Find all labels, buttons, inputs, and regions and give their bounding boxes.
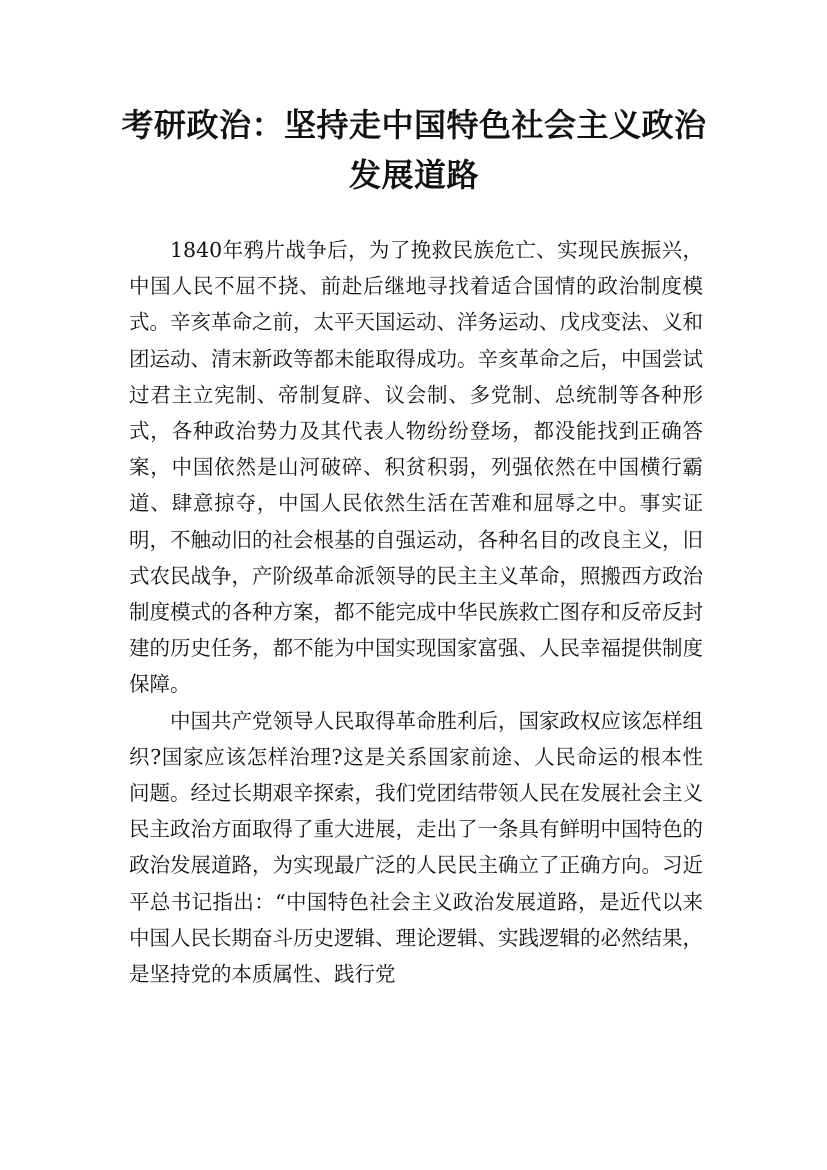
document-title: 考研政治：坚持走中国特色社会主义政治发展道路	[121, 106, 707, 194]
document-body	[129, 232, 703, 992]
paragraph: 1840年鸦片战争后，为了挽救民族危亡、实现民族振兴，中国人民不屈不挠、前赴后继地寻找着适合国情的政治制度模式。辛亥革命之前，太平天国运动、洋务运动、戊戌变法、义和团运动、清末新政等都未能取得成功。辛亥革命之后，中国尝试过君主立宪制、帝制复辟、议会制、多党制、总统制等各种形式，各种政治势力及其代表人物纷纷登场，都没能找到正确答案，中国依然是山河破碎、积贫积弱，列强依然在中国横行霸道、肆意掠夺，中国人民依然生活在苦难和屈辱之中。事实证明，不触动旧的社会根基的自强运动，各种名目的改良主义，旧式农民战争，产阶级革命派领导的民主主义革命，照搬西方政治制度模式的各种方案，都不能完成中华民族救亡图存和反帝反封建的历史任务，都不能为中国实现国家富强、人民幸福提供制度保障。	[129, 238, 703, 697]
paragraph: 中国共产党领导人民取得革命胜利后，国家政权应该怎样组织?国家应该怎样治理?这是关系国家前途、人民命运的根本性问题。经过长期艰辛探索，我们党团结带领人民在发展社会主义民主政治方面取得了重大进展，走出了一条具有鲜明中国特色的政治发展道路，为实现最广泛的人民民主确立了正确方向。习近平总书记指出：“中国特色社会主义政治发展道路，是近代以来中国人民长期奋斗历史逻辑、理论逻辑、实践逻辑的必然结果，是坚持党的本质属性、践行党	[129, 708, 703, 987]
